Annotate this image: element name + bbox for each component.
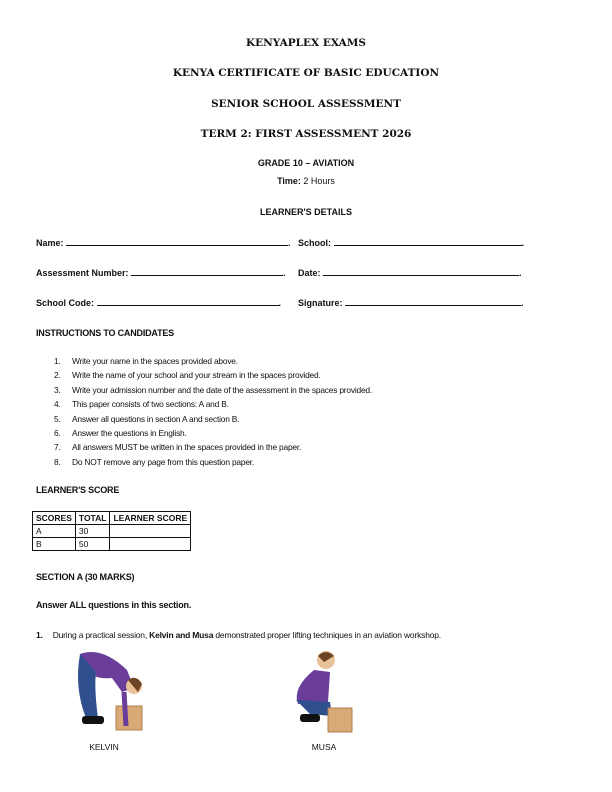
date-field[interactable]: Date: .	[298, 268, 522, 278]
instruction-item	[54, 414, 372, 428]
instruction-text: All answers MUST be written in the spaces provided in the paper.	[72, 442, 302, 453]
school-label: School:	[298, 238, 331, 248]
name-label: Name:	[36, 238, 64, 248]
q1-text-end: demonstrated proper lifting techniques in an aviation workshop.	[213, 630, 441, 640]
section-a-title: SECTION A (30 MARKS)	[36, 572, 135, 582]
col-total: TOTAL	[75, 512, 110, 525]
school-field[interactable]: School: .	[298, 238, 525, 248]
assessment-number-label: Assessment Number:	[36, 268, 129, 278]
instructions-title: INSTRUCTIONS TO CANDIDATES	[36, 328, 174, 338]
instruction-number: 2.	[54, 370, 61, 381]
q1-text: During a practical session,	[52, 630, 150, 640]
table-row	[33, 525, 191, 538]
signature-field[interactable]: Signature: .	[298, 298, 524, 308]
school-code-label: School Code:	[36, 298, 94, 308]
instruction-item	[54, 399, 372, 413]
section-a-instruction: Answer ALL questions in this section.	[36, 600, 192, 610]
cell: B	[33, 538, 76, 551]
time-value: 2 Hours	[303, 176, 335, 186]
school-code-field[interactable]: School Code: .	[36, 298, 282, 308]
instruction-number: 6.	[54, 427, 61, 438]
signature-label: Signature:	[298, 298, 343, 308]
header-line-1: KENYAPLEX EXAMS	[246, 37, 366, 49]
time	[0, 176, 612, 186]
instruction-text: Answer the questions in English.	[72, 427, 187, 438]
instruction-item	[54, 356, 372, 370]
details-title: LEARNER'S DETAILS	[260, 207, 352, 217]
instruction-text: Write the name of your school and your stream in the spaces provided.	[72, 370, 321, 381]
instruction-number: 7.	[54, 442, 61, 453]
header-line-2: KENYA CERTIFICATE OF BASIC EDUCATION	[172, 67, 440, 79]
instruction-item	[54, 457, 372, 471]
instruction-item	[54, 370, 372, 384]
instruction-item	[54, 385, 372, 399]
instruction-text: Do NOT remove any page from this question paper.	[72, 456, 255, 467]
cell: A	[33, 525, 76, 538]
musa-squatting-figure	[284, 648, 364, 736]
assessment-number-field[interactable]: Assessment Number: .	[36, 268, 286, 278]
cell: 50	[75, 538, 110, 551]
question-number: 1.	[36, 630, 43, 640]
instruction-number: 1.	[54, 356, 61, 366]
score-input-a[interactable]	[110, 525, 191, 538]
table-header-row	[33, 512, 191, 525]
instruction-text: Write your admission number and the date of the assessment in the spaces provided.	[72, 384, 373, 395]
table-row	[33, 538, 191, 551]
q1-bold: Kelvin and Musa	[149, 630, 214, 640]
instruction-text: This paper consists of two sections: A and B.	[72, 399, 229, 410]
instruction-item	[54, 428, 372, 442]
instruction-text: Write your name in the spaces provided above.	[72, 356, 238, 366]
score-table	[32, 511, 191, 551]
time-label: Time:	[277, 176, 301, 186]
name-field[interactable]: Name: .	[36, 238, 291, 248]
instruction-number: 3.	[54, 384, 61, 395]
instructions-list	[54, 356, 372, 471]
instruction-number: 5.	[54, 413, 61, 424]
instruction-text: Answer all questions in section A and section B.	[72, 413, 240, 424]
cell: 30	[75, 525, 110, 538]
date-label: Date:	[298, 268, 321, 278]
score-title: LEARNER'S SCORE	[36, 485, 120, 495]
question-1	[36, 630, 441, 640]
header-line-3: SENIOR SCHOOL ASSESSMENT	[211, 98, 401, 110]
instruction-number: 4.	[54, 399, 61, 410]
grade: GRADE 10 – AVIATION	[257, 158, 355, 168]
score-input-b[interactable]	[110, 538, 191, 551]
instruction-number: 8.	[54, 456, 61, 467]
figure-caption-musa: MUSA	[311, 742, 337, 752]
figure-caption-kelvin: KELVIN	[89, 742, 119, 752]
col-scores: SCORES	[33, 512, 76, 525]
instruction-item	[54, 442, 372, 456]
col-learner-score: LEARNER SCORE	[110, 512, 191, 525]
header-line-4: TERM 2: FIRST ASSESSMENT 2026	[200, 128, 412, 140]
kelvin-bending-figure	[72, 648, 152, 736]
